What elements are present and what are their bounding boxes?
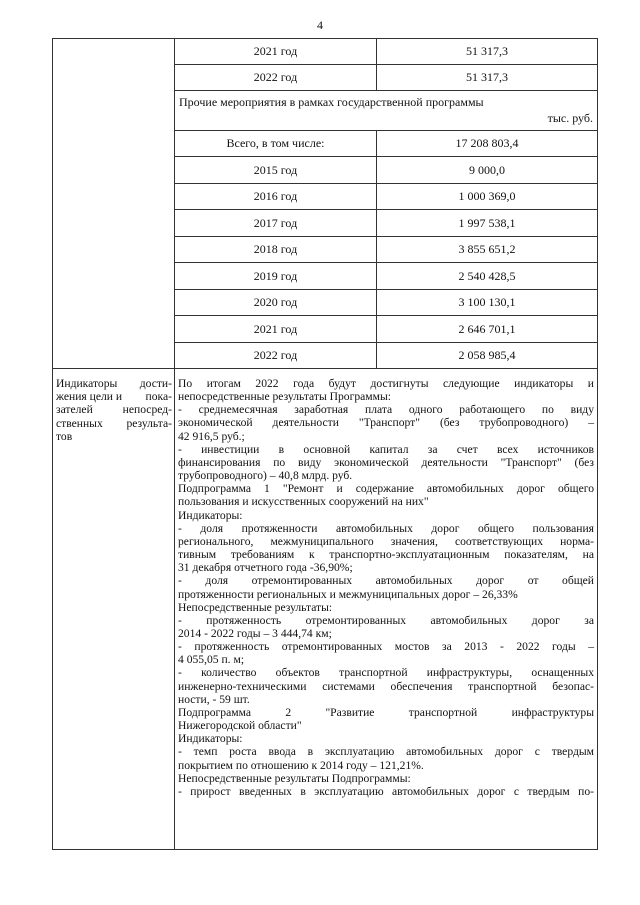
text-line: непосредственные результаты Программы:	[178, 390, 391, 404]
year-amount: 2 540 428,5	[458, 269, 516, 283]
text-line: Непосредственные результаты:	[178, 600, 333, 614]
text-line: - протяженность отремонтированных мостов за 2013 - 2022 годы –	[178, 640, 594, 654]
text-line: - доля протяженности автомобильных дорог общего пользования	[178, 521, 594, 535]
text-line: Непосредственные результаты Подпрограммы:	[178, 771, 411, 785]
year-amount: 2 646 701,1	[458, 322, 516, 336]
finance-amount: 51 317,3	[466, 44, 508, 58]
finance-amount: 51 317,3	[466, 70, 508, 84]
text-line: Нижегородской области"	[178, 719, 302, 733]
text-line: трубопроводного) – 40,8 млрд. руб.	[178, 469, 353, 483]
text-line: Индикаторы:	[178, 732, 243, 746]
year-amount: 3 100 130,1	[458, 295, 516, 309]
text-line: - количество объектов транспортной инфраструктуры, оснащенных	[178, 666, 594, 680]
text-line: тивным требованиям к транспортно-эксплуатационным показателям, на	[178, 548, 594, 562]
year-label: 2020 год	[253, 295, 298, 309]
label-word: Индикаторы	[56, 377, 118, 390]
text-line: 2014 - 2022 годы – 3 444,74 км;	[178, 626, 332, 640]
text-line: - среднемесячная заработная плата одного работающего по виду	[178, 403, 594, 417]
text-line: Подпрограмма 1 "Ремонт и содержание автомобильных дорог общего	[178, 482, 594, 496]
year-label: 2019 год	[253, 269, 298, 283]
text-line: - инвестиции в основной капитал за счет всех источников	[178, 442, 594, 456]
year-label: 2016 год	[253, 189, 298, 203]
text-line: протяженности региональных и межмуниципальных дорог – 26,33%	[178, 587, 518, 601]
label-word: результа-	[126, 416, 172, 430]
text-line: регионального, межмуниципального значения, соответствующих норма-	[178, 534, 594, 548]
year-label: 2018 год	[253, 242, 298, 256]
year-amount: 1 997 538,1	[458, 216, 516, 230]
label-word: ственных	[56, 416, 103, 430]
text-line: Индикаторы:	[178, 508, 243, 522]
indicators-row-label	[56, 377, 172, 443]
text-line: - темп роста ввода в эксплуатацию автомобильных дорог с твердым	[178, 745, 594, 759]
year-amount: 1 000 369,0	[458, 189, 516, 203]
text-line: - протяженность отремонтированных автомобильных дорог за	[178, 613, 594, 627]
text-line: - доля отремонтированных автомобильных дорог от общей	[178, 574, 594, 588]
year-label: 2017 год	[253, 216, 298, 230]
text-line: инженерно-техническими системами обеспечения транспортной безопас-	[178, 679, 594, 693]
text-line: 4 055,05 п. м;	[178, 653, 245, 667]
text-line: экономической деятельности "Транспорт" (без трубопроводного) –	[178, 416, 594, 430]
text-line: Подпрограмма 2 "Развитие транспортной инфраструктуры	[178, 705, 594, 719]
year-label: 2022 год	[253, 348, 298, 362]
label-word: жения цели и	[56, 390, 123, 404]
text-line: финансирования по виду экономической деятельности "Транспорт" (без	[178, 455, 594, 469]
label-word: дости-	[139, 377, 172, 390]
program-passport-table	[52, 38, 598, 850]
text-line: 31 декабря отчетного года -36,90%;	[178, 561, 353, 575]
other-activities-title: Прочие мероприятия в рамках государственной программы	[179, 95, 484, 109]
text-line: пользования и искусственных сооружений на них"	[178, 495, 429, 509]
page-number: 4	[317, 18, 323, 32]
year-label: 2015 год	[253, 163, 298, 177]
finance-year: 2021 год	[253, 44, 298, 58]
label-word: непосред-	[122, 403, 172, 417]
text-line: 42 916,5 руб.;	[178, 429, 245, 443]
text-line: ности, - 59 шт.	[178, 692, 250, 706]
text-line: - прирост введенных в эксплуатацию автомобильных дорог с твердым по-	[178, 784, 594, 798]
year-label: 2021 год	[253, 322, 298, 336]
total-label: Всего, в том числе:	[226, 136, 325, 150]
total-amount: 17 208 803,4	[455, 136, 519, 150]
label-word: пока-	[145, 390, 172, 404]
label-word: зателей	[56, 403, 93, 417]
text-line: покрытием по отношению к 2014 году – 121,21%.	[178, 758, 424, 772]
text-line: По итогам 2022 года будут достигнуты следующие индикаторы и	[178, 377, 594, 390]
year-amount: 3 855 651,2	[458, 242, 516, 256]
year-amount: 9 000,0	[469, 163, 505, 177]
finance-year: 2022 год	[253, 70, 298, 84]
label-word: тов	[56, 429, 73, 443]
unit-label: тыс. руб.	[547, 111, 593, 125]
indicators-description	[178, 377, 594, 798]
year-amount: 2 058 985,4	[458, 348, 516, 362]
